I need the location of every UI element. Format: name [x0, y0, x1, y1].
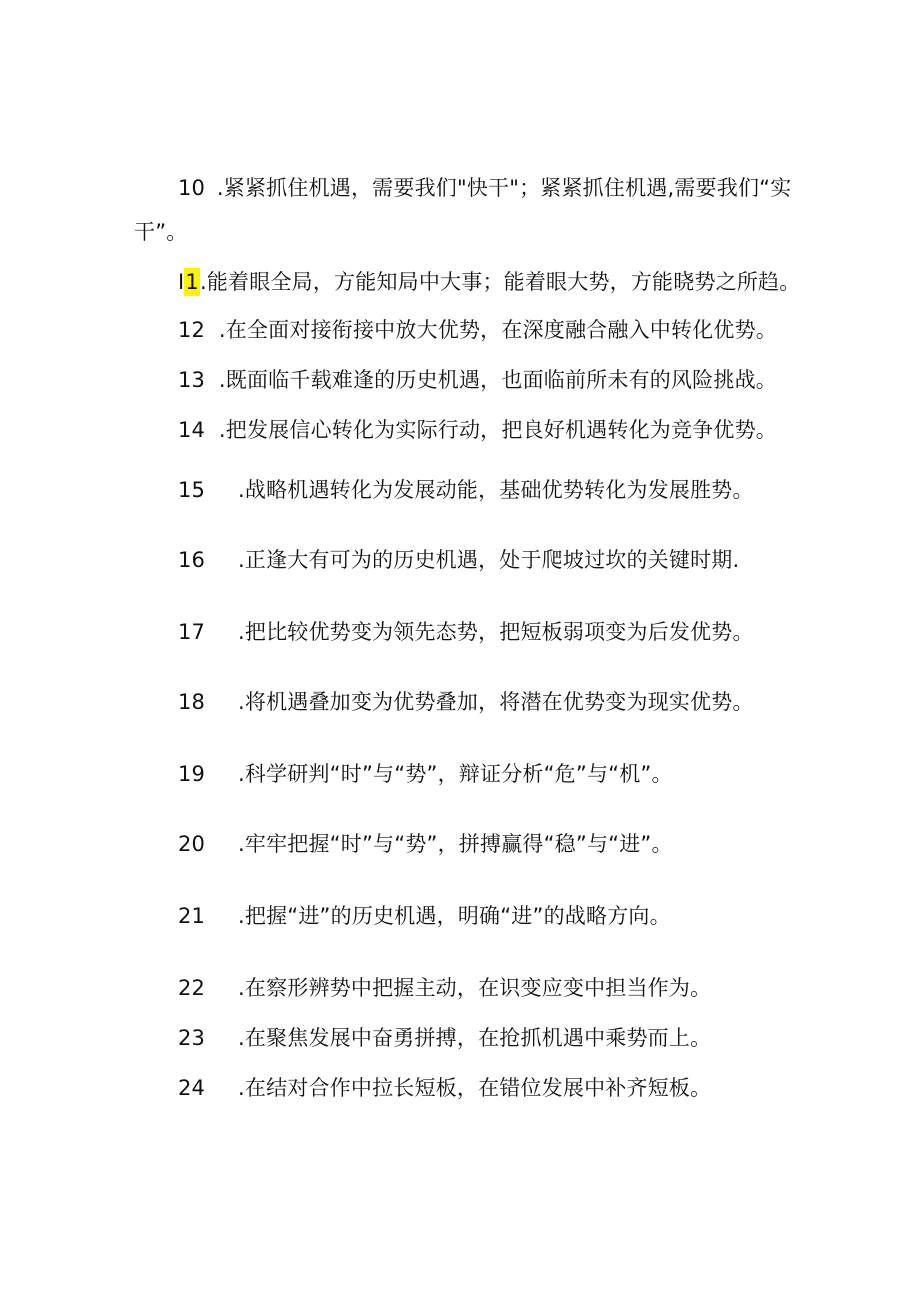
list-item — [178, 618, 754, 646]
item-text: .牢牢把握“时”与“势”，拼搏赢得“稳”与“进”。 — [238, 832, 673, 856]
item-number: 12 — [178, 318, 206, 342]
item-text: .紧紧抓住机遇，需要我们"快干"；紧紧抓住机遇,需要我们“实 — [216, 176, 792, 200]
item-number: 22 — [178, 976, 206, 1000]
item-text: .能着眼全局，方能知局中大事；能着眼大势，方能晓势之所趋。 — [199, 270, 801, 294]
item-number: I — [178, 270, 185, 294]
list-item — [178, 476, 754, 504]
item-number: 15 — [178, 478, 206, 502]
list-item — [178, 174, 791, 202]
list-item — [178, 974, 711, 1002]
item-text: .在察形辨势中把握主动，在识变应变中担当作为。 — [238, 976, 712, 1000]
list-item — [178, 688, 754, 716]
item-number: 18 — [178, 690, 206, 714]
item-text: .在全面对接衔接中放大优势，在深度融合融入中转化优势。 — [218, 318, 777, 342]
list-item — [178, 830, 673, 858]
item-text: .把发展信心转化为实际行动，把良好机遇转化为竞争优势。 — [218, 418, 777, 442]
item-text: .把握“进”的历史机遇，明确“进”的战略方向。 — [238, 904, 671, 928]
list-item — [178, 416, 777, 444]
item-number: 17 — [178, 620, 206, 644]
item-text: .在聚焦发展中奋勇拼搏，在抢抓机遇中乘势而上。 — [238, 1026, 712, 1050]
item-number: 23 — [178, 1026, 206, 1050]
item-text: .在结对合作中拉长短板，在错位发展中补齐短板。 — [238, 1076, 712, 1100]
item-text: .正逢大有可为的历史机遇，处于爬坡过坎的关键时期. — [238, 548, 740, 572]
list-item — [178, 546, 739, 574]
list-item — [178, 902, 671, 930]
list-item — [178, 316, 777, 344]
item-number: 24 — [178, 1076, 206, 1100]
item-number: 16 — [178, 548, 206, 572]
list-item — [178, 1074, 711, 1102]
item-text: .战略机遇转化为发展动能，基础优势转化为发展胜势。 — [238, 478, 754, 502]
highlighted-text: 1 — [185, 270, 199, 294]
list-item — [178, 366, 777, 394]
item-number: 21 — [178, 904, 206, 928]
item-number: 14 — [178, 418, 206, 442]
list-item — [178, 760, 673, 788]
item-text: 干”。 — [134, 220, 188, 244]
list-item — [178, 268, 800, 296]
item-number: 10 — [178, 176, 206, 200]
item-number: 13 — [178, 368, 206, 392]
item-text: .既面临千载难逢的历史机遇，也面临前所未有的风险挑战。 — [218, 368, 777, 392]
list-item-continuation — [134, 218, 187, 246]
item-text: .将机遇叠加变为优势叠加，将潜在优势变为现实优势。 — [238, 690, 754, 714]
list-item — [178, 1024, 711, 1052]
item-text: .把比较优势变为领先态势，把短板弱项变为后发优势。 — [238, 620, 754, 644]
item-text: .科学研判“时”与“势”，辩证分析“危”与“机”。 — [238, 762, 673, 786]
item-number: 20 — [178, 832, 206, 856]
item-number: 19 — [178, 762, 206, 786]
